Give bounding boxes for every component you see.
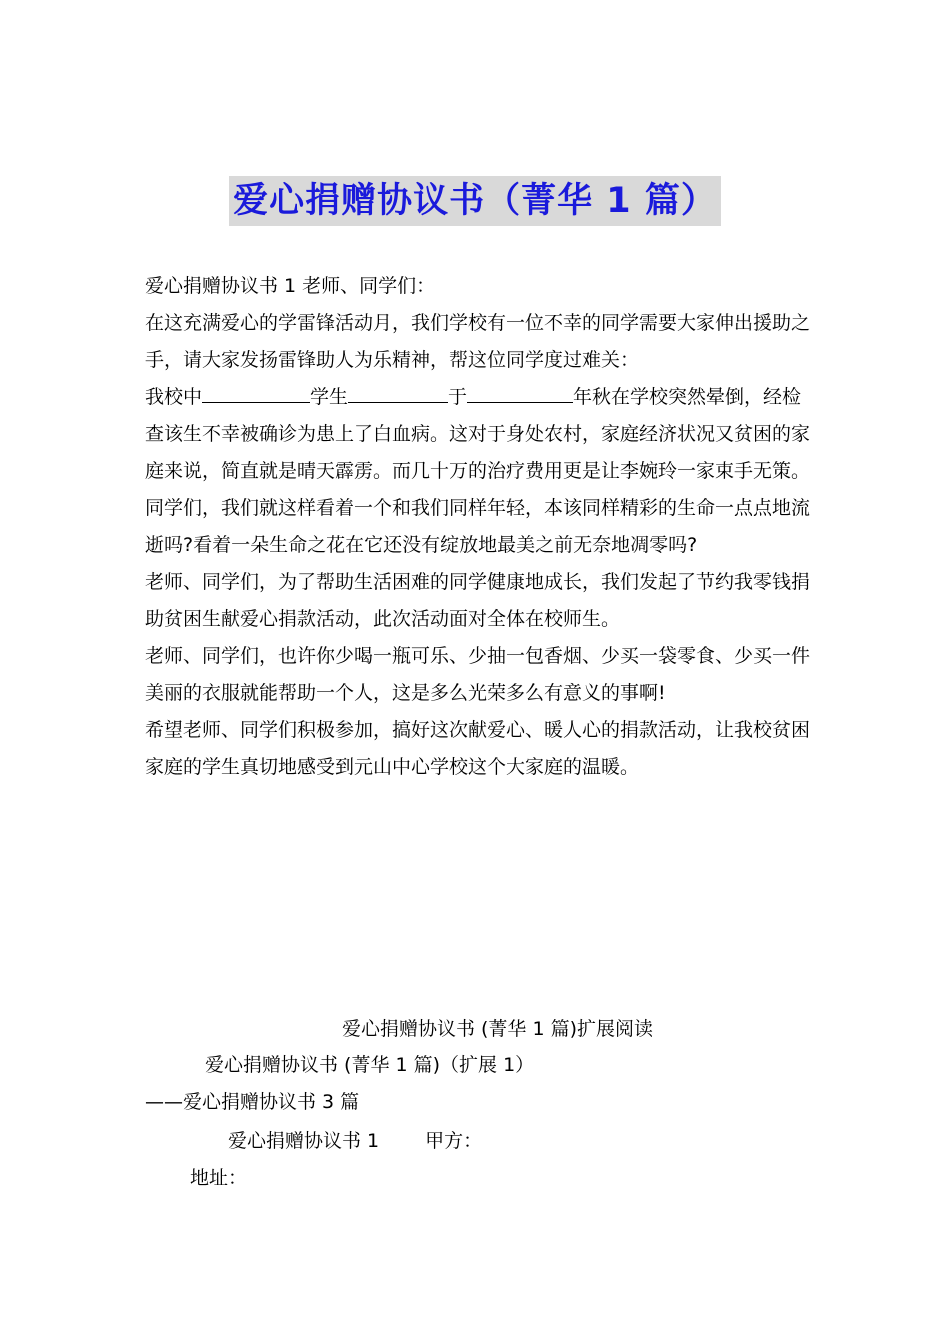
blank-field-year [467, 380, 573, 403]
paragraph-5: 老师、同学们，也许你少喝一瓶可乐、少抽一包香烟、少买一袋零食、少买一件美丽的衣服就能帮助一个人，这是多么光荣多么有意义的事啊! [145, 645, 811, 704]
paragraph-2 [145, 379, 810, 490]
paragraph-2-mid2: 于 [448, 386, 468, 408]
paragraph-6: 希望老师、同学们积极参加，搞好这次献爱心、暖人心的捐款活动，让我校贫困家庭的学生真切地感受到元山中心学校这个大家庭的温暖。 [145, 719, 811, 778]
extension-dash-line: ——爱心捐赠协议书 3 篇 [145, 1091, 360, 1113]
extension-heading: 爱心捐赠协议书 (菁华 1 篇)扩展阅读 [341, 1018, 654, 1040]
paragraph-2-prefix: 我校中 [145, 386, 203, 408]
paragraph-1: 在这充满爱心的学雷锋活动月，我们学校有一位不幸的同学需要大家伸出援助之手，请大家发扬雷锋助人为乐精神，帮这位同学度过难关： [145, 312, 811, 371]
paragraph-2-suffix: 年秋在学校突然晕倒，经检查该生不幸被确诊为患上了白血病。这对于身处农村，家庭经济状况又贫困的家庭来说，简直就是晴天霹雳。而几十万的治疗费用更是让李婉玲一家束手无策。 [145, 386, 811, 482]
document-body [145, 268, 810, 786]
party-line [228, 1123, 482, 1160]
page-title: 爱心捐赠协议书（菁华 1 篇） [229, 176, 721, 226]
blank-field-student [348, 380, 448, 403]
address-label: 地址： [190, 1167, 248, 1189]
paragraph-4: 老师、同学们，为了帮助生活困难的同学健康地成长，我们发起了节约我零钱捐助贫困生献爱心捐款活动，此次活动面对全体在校师生。 [145, 571, 811, 630]
extension-subheading: 爱心捐赠协议书 (菁华 1 篇)（扩展 1） [205, 1054, 535, 1076]
party-a-label: 甲方： [425, 1130, 483, 1152]
paragraph-2-mid1: 学生 [310, 386, 349, 408]
intro-line: 爱心捐赠协议书 1 老师、同学们： [145, 275, 436, 297]
title-wrap [0, 176, 950, 226]
paragraph-3: 同学们，我们就这样看着一个和我们同样年轻，本该同样精彩的生命一点点地流逝吗?看着一朵生命之花在它还没有绽放地最美之前无奈地凋零吗? [145, 497, 811, 556]
blank-field-school [202, 380, 310, 403]
party-label: 爱心捐赠协议书 1 [228, 1130, 380, 1152]
